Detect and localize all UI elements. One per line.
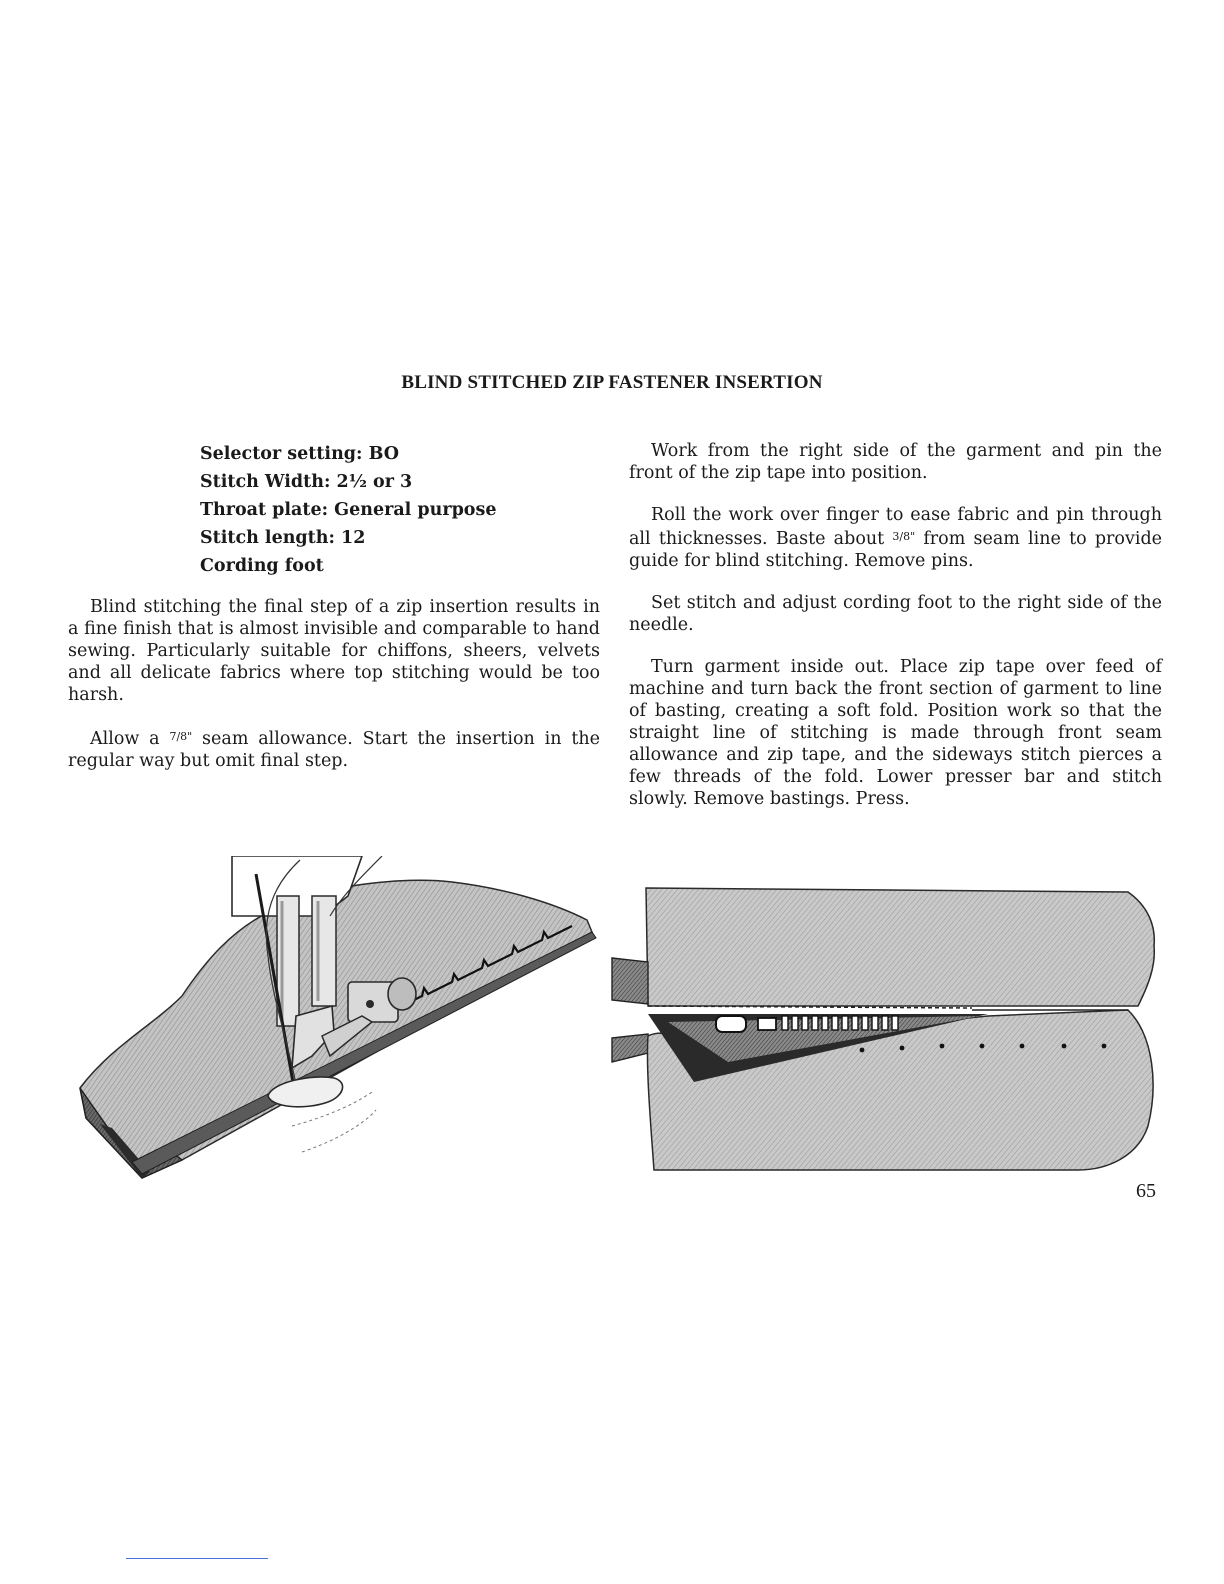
right-column — [629, 440, 1162, 830]
setting-stitch-width — [200, 468, 496, 496]
setting-value: BO — [368, 444, 399, 464]
setting-label: Cording foot — [200, 556, 324, 576]
setting-value: General purpose — [334, 500, 497, 520]
blue-rule — [126, 1558, 268, 1559]
instruction-paragraph-2: Roll the work over finger to ease fabric and pin through all thicknesses. Baste about $^{3/8"}$ from seam line to provide guide for blind stitching. Remove pins. — [629, 505, 1162, 571]
intro-paragraph: Blind stitching the final step of a zip insertion results in a fine finish that is almost invisible and comparable to hand sewing. Particularly suitable for chiffons, sheers, velvets and all delicate fabrics where top stitching would be too harsh. — [68, 597, 600, 705]
setting-foot — [200, 552, 496, 580]
setting-throat-plate — [200, 496, 496, 524]
seam-allowance-paragraph: Allow a $^{7/8"}$ seam allowance. Start the insertion in the regular way but omit final step. — [68, 729, 601, 771]
fraction-three-eighths: 3/8" — [892, 530, 916, 543]
setting-value: 2½ or 3 — [336, 472, 413, 492]
left-column — [68, 596, 600, 792]
setting-label: Throat plate: — [200, 500, 329, 520]
instruction-paragraph-4: Turn garment inside out. Place zip tape over feed of machine and turn back the front section of garment to line of basting, creating a soft fold. Position work so that the straight line of stitching is made through front seam allowance and zip tape, and the sideways stitch pierces a few threads of the fold. Lower presser bar and stitch slowly. Remove bastings. Press. — [629, 657, 1162, 809]
setting-stitch-length — [200, 524, 496, 552]
setting-label: Stitch Width: — [200, 472, 331, 492]
page-title: BLIND STITCHED ZIP FASTENER INSERTION — [401, 372, 823, 393]
illustration-machine-foot — [72, 856, 604, 1186]
instruction-paragraph-3: Set stitch and adjust cording foot to the right side of the needle. — [629, 593, 1162, 635]
setting-label: Stitch length: — [200, 528, 335, 548]
page-number: 65 — [1136, 1180, 1156, 1202]
setting-selector — [200, 440, 496, 468]
illustration-zip-fold — [608, 866, 1168, 1178]
setting-value: 12 — [341, 528, 366, 548]
instruction-paragraph-1: Work from the right side of the garment and pin the front of the zip tape into position. — [629, 441, 1162, 483]
fraction-seven-eighths: 7/8" — [169, 730, 193, 743]
setting-label: Selector setting: — [200, 444, 363, 464]
machine-settings — [200, 440, 496, 580]
